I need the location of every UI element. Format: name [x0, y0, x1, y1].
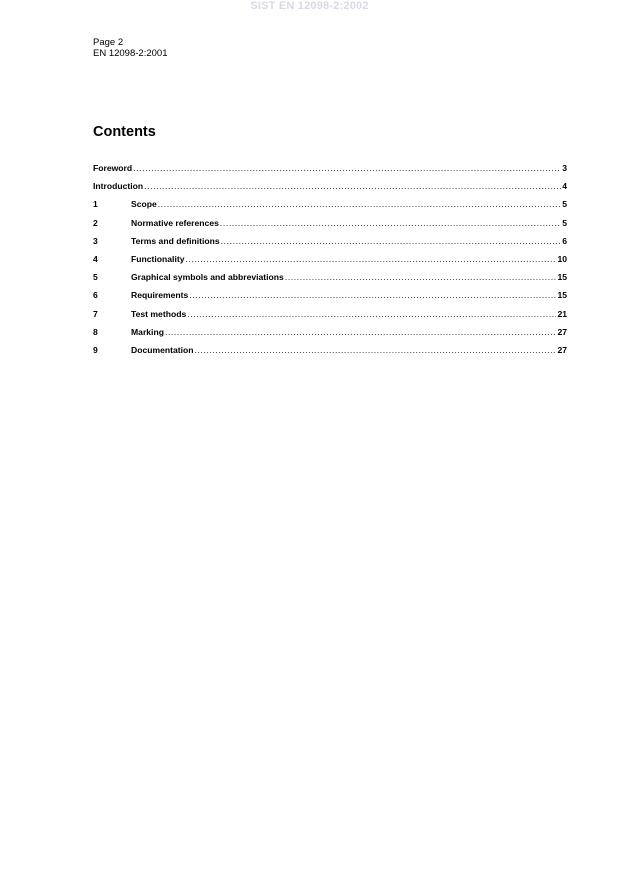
toc-entry-number: 1 — [93, 199, 98, 210]
toc-entry-number: 4 — [93, 253, 98, 264]
toc-entry-marking[interactable] — [93, 327, 567, 345]
standard-reference: EN 12098-2:2001 — [93, 48, 168, 59]
toc-entry-page: 27 — [557, 344, 567, 355]
contents-heading: Contents — [93, 124, 156, 140]
toc-entry-page: 5 — [562, 217, 567, 228]
toc-entry-page: 10 — [557, 253, 567, 264]
toc-entry-page: 15 — [557, 272, 567, 283]
toc-entry-number: 7 — [93, 308, 98, 319]
page-number: Page 2 — [93, 37, 124, 48]
toc-entry-documentation[interactable] — [93, 345, 567, 363]
toc-entry-title: Introduction — [93, 181, 144, 192]
toc-entry-foreword[interactable] — [93, 163, 567, 181]
toc-entry-title: Graphical symbols and abbreviations — [131, 272, 284, 283]
toc-entry-title: Foreword — [93, 163, 133, 173]
toc-entry-number: 6 — [93, 290, 98, 301]
toc-leader-dots — [221, 236, 562, 246]
toc-entry-page: 6 — [562, 235, 567, 246]
toc-entry-normative-references[interactable] — [93, 218, 567, 236]
toc-entry-functionality[interactable] — [93, 254, 567, 272]
toc-entry-scope[interactable] — [93, 199, 567, 217]
table-of-contents — [93, 163, 567, 363]
toc-leader-dots — [187, 309, 556, 319]
toc-entry-number: 9 — [93, 344, 98, 355]
toc-leader-dots — [185, 254, 556, 264]
toc-entry-title: Normative references — [131, 217, 219, 228]
toc-leader-dots — [165, 327, 556, 337]
toc-entry-graphical-symbols[interactable] — [93, 272, 567, 290]
toc-leader-dots — [220, 218, 561, 228]
toc-leader-dots — [189, 290, 556, 300]
toc-entry-page: 5 — [562, 199, 567, 210]
toc-entry-title: Documentation — [131, 344, 194, 355]
toc-entry-page: 3 — [562, 163, 567, 173]
toc-entry-number: 8 — [93, 326, 98, 337]
toc-entry-title: Marking — [131, 326, 164, 337]
toc-leader-dots — [195, 345, 557, 355]
toc-entry-introduction[interactable] — [93, 181, 567, 199]
toc-entry-page: 21 — [557, 308, 567, 319]
toc-leader-dots — [133, 163, 561, 173]
watermark: SIST EN 12098-2:2002 — [250, 0, 369, 12]
toc-leader-dots — [144, 181, 561, 191]
toc-leader-dots — [285, 272, 557, 282]
toc-entry-number: 2 — [93, 217, 98, 228]
toc-entry-number: 3 — [93, 235, 98, 246]
toc-entry-requirements[interactable] — [93, 290, 567, 308]
toc-entry-title: Test methods — [131, 308, 187, 319]
toc-entry-page: 27 — [557, 326, 567, 337]
toc-entry-page: 4 — [562, 181, 567, 192]
toc-entry-terms-and-definitions[interactable] — [93, 236, 567, 254]
toc-entry-title: Scope — [131, 199, 157, 210]
toc-entry-number: 5 — [93, 272, 98, 283]
toc-leader-dots — [158, 199, 561, 209]
toc-entry-title: Terms and definitions — [131, 235, 220, 246]
toc-entry-test-methods[interactable] — [93, 309, 567, 327]
toc-entry-page: 15 — [557, 290, 567, 301]
page-header — [93, 37, 167, 59]
toc-entry-title: Requirements — [131, 290, 189, 301]
toc-entry-title: Functionality — [131, 253, 185, 264]
